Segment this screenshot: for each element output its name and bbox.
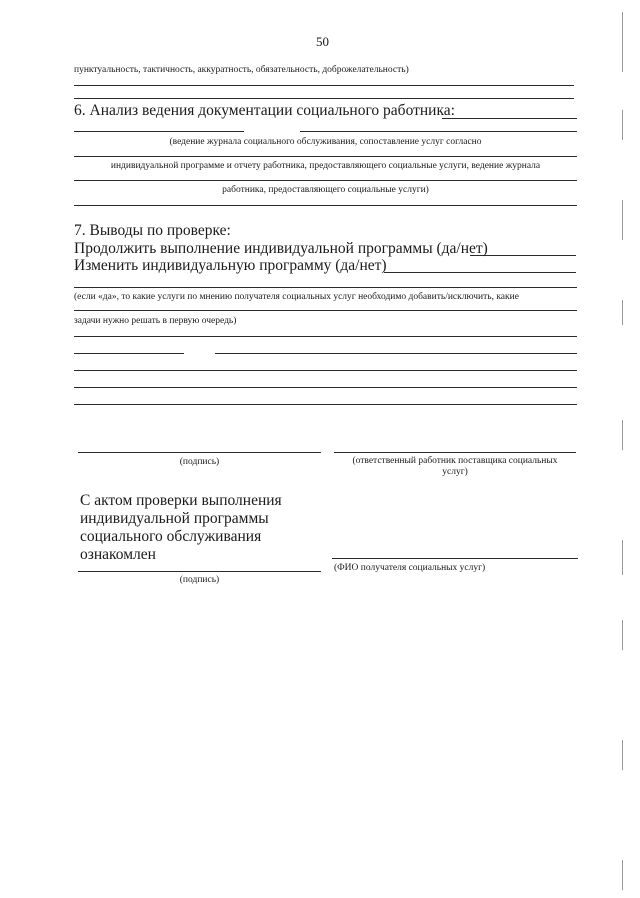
responsible-worker-line[interactable] (334, 452, 576, 453)
responsible-caption-1: (ответственный работник поставщика социальных (352, 456, 558, 466)
blank-line (74, 205, 577, 206)
blank-line (300, 131, 577, 132)
notes-line[interactable] (74, 404, 577, 405)
notes-line[interactable] (74, 370, 577, 371)
section7-hint-2: задачи нужно решать в первую очередь) (74, 316, 237, 326)
section7-heading: 7. Выводы по проверке: (74, 222, 231, 239)
scan-edge-mark (622, 12, 623, 72)
change-answer-line[interactable] (384, 272, 576, 273)
notes-line[interactable] (215, 353, 577, 354)
signature-line[interactable] (78, 452, 321, 453)
recipient-name-line[interactable] (332, 558, 578, 559)
continue-program-label: Продолжить выполнение индивидуальной программы (да/нет) (74, 240, 488, 257)
scan-edge-mark (622, 540, 623, 575)
notes-line[interactable] (74, 353, 184, 354)
scan-edge-mark (622, 620, 623, 650)
scan-edge-mark (622, 200, 623, 240)
section6-hint-2: индивидуальной программе и отчету работника, предоставляющего социальные услуги, ведение журнала (110, 161, 541, 171)
blank-line (74, 131, 244, 132)
section6-hint-1: (ведение журнала социального обслуживания, сопоставление услуг согласно (169, 137, 482, 147)
scan-edge-mark (622, 300, 623, 325)
blank-line (74, 310, 577, 311)
responsible-caption-2: услуг) (442, 467, 468, 477)
blank-line (74, 180, 577, 181)
section6-hint-3: работника, предоставляющего социальные услуги) (222, 185, 429, 195)
blank-line (74, 287, 577, 288)
scan-edge-mark (622, 420, 623, 450)
scan-edge-mark (622, 740, 623, 770)
qualities-hint: пунктуальность, тактичность, аккуратность, обязательность, доброжелательность) (74, 65, 409, 75)
recipient-signature-line[interactable] (78, 571, 321, 572)
notes-line[interactable] (74, 336, 577, 337)
page-number: 50 (316, 34, 329, 49)
scan-edge-mark (622, 860, 623, 890)
ack-line-1: С актом проверки выполнения (80, 492, 282, 509)
change-program-label: Изменить индивидуальную программу (да/нет) (74, 257, 387, 274)
continue-answer-line[interactable] (470, 255, 576, 256)
recipient-caption: (ФИО получателя социальных услуг) (334, 563, 486, 573)
section6-heading: 6. Анализ ведения документации социального работника: (74, 102, 455, 119)
blank-line (74, 85, 574, 86)
notes-line[interactable] (74, 387, 577, 388)
ack-line-3: социального обслуживания (80, 528, 262, 545)
signature-caption-2: (подпись) (179, 575, 220, 585)
ack-line-2: индивидуальной программы (80, 510, 269, 527)
section7-hint-1: (если «да», то какие услуги по мнению получателя социальных услуг необходимо добавить/исключить, какие (74, 292, 519, 302)
ack-line-4: ознакомлен (80, 546, 156, 563)
blank-line (74, 156, 577, 157)
blank-line (74, 98, 574, 99)
scan-edge-mark (622, 110, 623, 140)
section6-answer-line[interactable] (442, 118, 577, 119)
signature-caption: (подпись) (179, 457, 220, 467)
